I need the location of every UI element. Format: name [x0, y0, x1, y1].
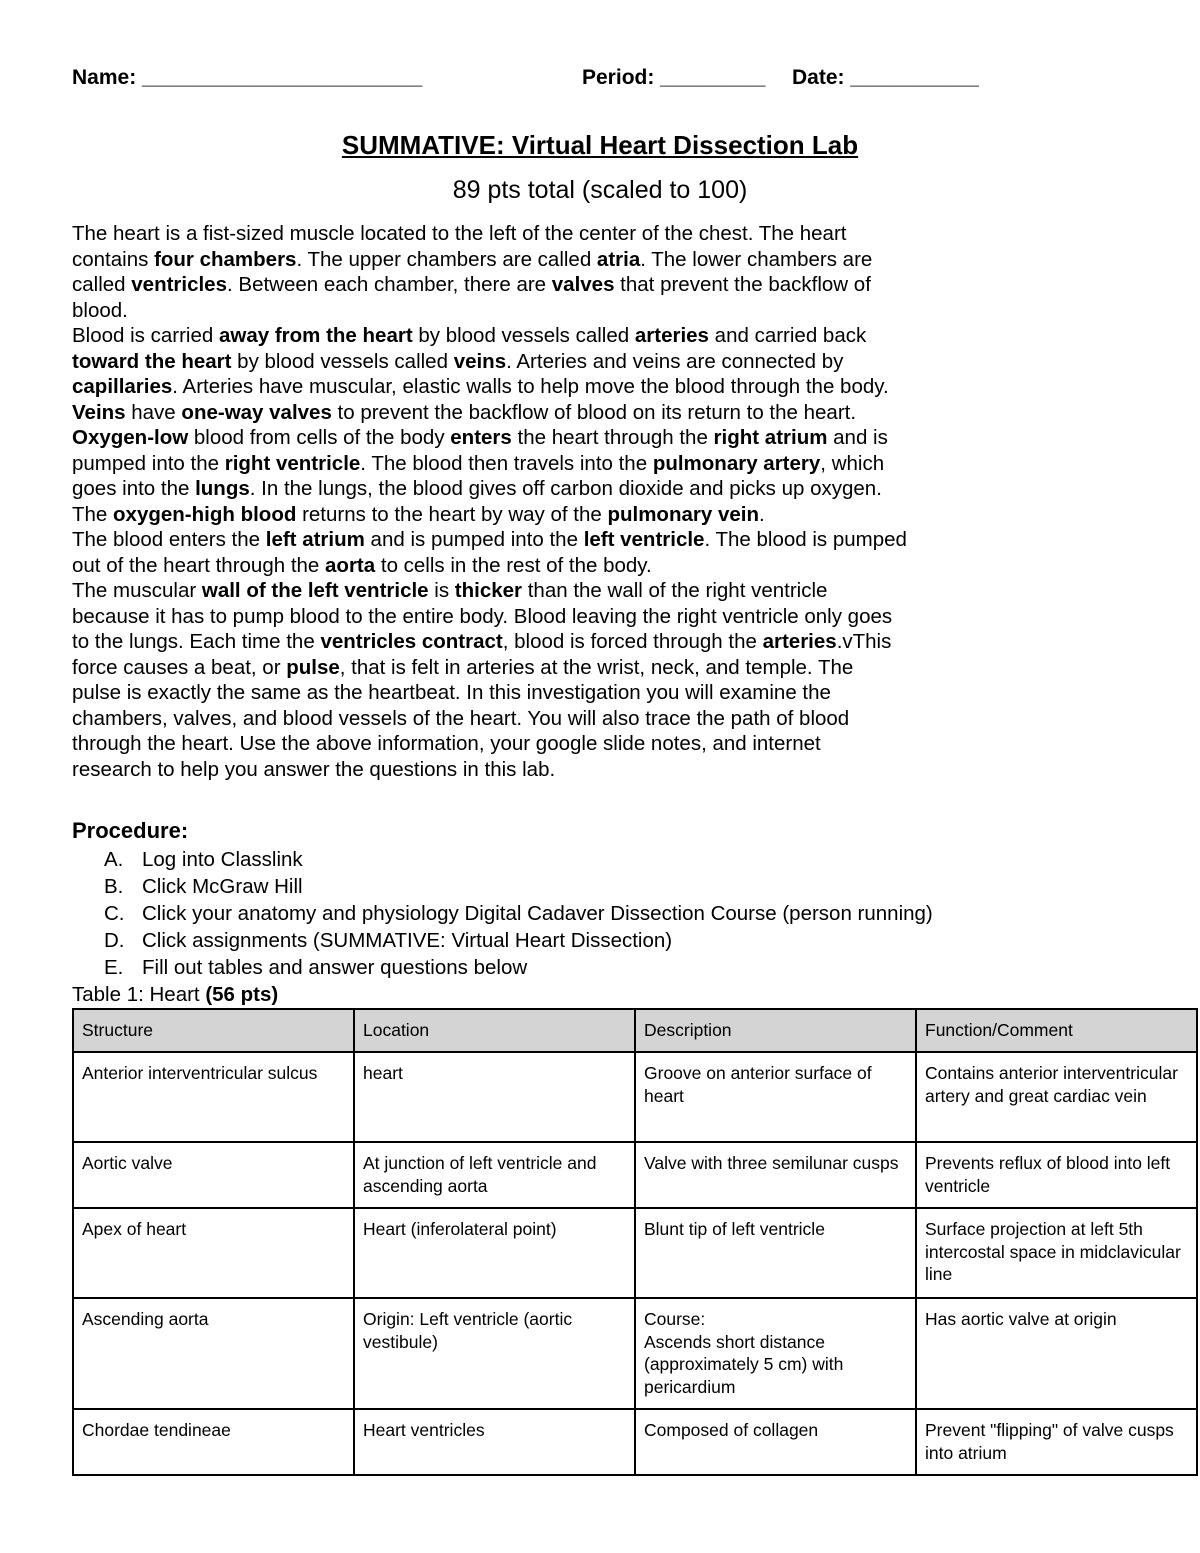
- bold-term: away from the heart: [218, 324, 413, 347]
- procedure-step: [104, 846, 933, 873]
- header-function: Function/Comment: [916, 1009, 1197, 1052]
- bold-term: veins: [453, 349, 507, 373]
- bold-term: pulmonary artery: [652, 451, 821, 475]
- bold-term: enters: [450, 426, 512, 449]
- bold-term: ventricles: [131, 273, 227, 296]
- intro-line: blood.: [72, 298, 128, 322]
- name-field-label: Name: ________________________: [72, 66, 423, 89]
- cell-structure: Chordae tendineae: [73, 1409, 354, 1475]
- period-field-label: Period: _________: [582, 66, 766, 89]
- header-location: Location: [354, 1009, 635, 1052]
- intro-line: Blood is carried away from the heart by blood vessels called arteries and carried back: [72, 324, 867, 347]
- intro-line: pumped into the right ventricle. The blood then travels into the pulmonary artery, which: [72, 451, 885, 475]
- step-letter: E.: [104, 956, 124, 979]
- step-letter: B.: [104, 875, 124, 898]
- intro-line: force causes a beat, or pulse, that is felt in arteries at the wrist, neck, and temple. The: [72, 655, 854, 679]
- bold-term: ventricles contract: [320, 630, 503, 653]
- intro-line: goes into the lungs. In the lungs, the blood gives off carbon dioxide and picks up oxygen.: [72, 477, 882, 500]
- bold-term: left ventricle: [583, 528, 705, 551]
- intro-line: through the heart. Use the above information, your google slide notes, and internet: [72, 732, 821, 755]
- intro-line: research to help you answer the questions in this lab.: [72, 757, 556, 781]
- cell-description: Blunt tip of left ventricle: [635, 1208, 916, 1298]
- bold-term: oxygen-high blood: [113, 502, 297, 526]
- heart-table: [72, 1008, 1198, 1476]
- bold-term: capillaries: [72, 375, 173, 398]
- bold-term: valves: [551, 273, 615, 296]
- intro-line: The muscular wall of the left ventricle is thicker than the wall of the right ventricle: [72, 579, 828, 602]
- intro-line: contains four chambers. The upper chambers are called atria. The lower chambers are: [72, 247, 873, 271]
- intro-line: because it has to pump blood to the entire body. Blood leaving the right ventricle only goes: [72, 604, 893, 628]
- step-text: Click assignments (SUMMATIVE: Virtual Heart Dissection): [142, 929, 673, 952]
- table-row: [73, 1208, 1197, 1298]
- bold-term: arteries: [762, 630, 837, 653]
- intro-line: out of the heart through the aorta to cells in the rest of the body.: [72, 553, 652, 577]
- cell-location: heart: [354, 1052, 635, 1142]
- cell-description: Course: Ascends short distance (approximately 5 cm) with pericardium: [635, 1298, 916, 1409]
- cell-location: At junction of left ventricle and ascending aorta: [354, 1142, 635, 1208]
- intro-line: chambers, valves, and blood vessels of the heart. You will also trace the path of blood: [72, 706, 850, 730]
- intro-line: The blood enters the left atrium and is pumped into the left ventricle. The blood is pumped: [72, 528, 907, 551]
- intro-line: to the lungs. Each time the ventricles contract, blood is forced through the arteries.vThis: [72, 630, 892, 653]
- bold-term: Veins: [72, 400, 126, 424]
- cell-structure: Ascending aorta: [73, 1298, 354, 1409]
- bold-term: pulse: [286, 655, 340, 679]
- intro-line: Veins have one-way valves to prevent the backflow of blood on its return to the heart.: [72, 400, 857, 424]
- points-total: 89 pts total (scaled to 100): [452, 176, 748, 204]
- bold-term: one-way valves: [181, 400, 332, 424]
- table-caption: [72, 983, 278, 1007]
- intro-line: The heart is a fist-sized muscle located to the left of the center of the chest. The heart: [72, 222, 847, 245]
- cell-function: Has aortic valve at origin: [916, 1298, 1197, 1409]
- bold-term: right ventricle: [224, 451, 361, 475]
- bold-term: pulmonary vein: [607, 502, 759, 526]
- cell-location: Heart (inferolateral point): [354, 1208, 635, 1298]
- procedure-steps: [104, 846, 933, 981]
- cell-description: Composed of collagen: [635, 1409, 916, 1475]
- cell-description: Groove on anterior surface of heart: [635, 1052, 916, 1142]
- cell-function: Prevents reflux of blood into left ventricle: [916, 1142, 1197, 1208]
- procedure-heading: Procedure:: [72, 818, 189, 843]
- cell-structure: Anterior interventricular sulcus: [73, 1052, 354, 1142]
- table-header-row: [73, 1009, 1197, 1052]
- bold-term: thicker: [454, 579, 523, 602]
- bold-term: atria: [596, 247, 641, 271]
- bold-term: wall of the left ventricle: [201, 579, 429, 602]
- intro-paragraph: [72, 221, 1072, 782]
- cell-structure: Apex of heart: [73, 1208, 354, 1298]
- cell-function: Contains anterior interventricular artery and great cardiac vein: [916, 1052, 1197, 1142]
- cell-description: Valve with three semilunar cusps: [635, 1142, 916, 1208]
- cell-function: Prevent "flipping" of valve cusps into atrium: [916, 1409, 1197, 1475]
- header-description: Description: [635, 1009, 916, 1052]
- bold-term: arteries: [634, 324, 709, 347]
- bold-term: aorta: [325, 553, 376, 577]
- bold-term: Oxygen-low: [72, 426, 189, 449]
- step-text: Fill out tables and answer questions below: [142, 956, 528, 979]
- step-letter: D.: [104, 929, 125, 952]
- bold-term: four chambers: [154, 247, 297, 271]
- bold-term: lungs: [195, 477, 250, 500]
- page-title: SUMMATIVE: Virtual Heart Dissection Lab: [341, 130, 859, 160]
- table-row: [73, 1142, 1197, 1208]
- step-letter: C.: [104, 902, 125, 925]
- student-info-header: [72, 66, 1032, 94]
- bold-term: left atrium: [265, 528, 365, 551]
- date-field-label: Date: ___________: [792, 66, 979, 89]
- bold-term: toward the heart: [72, 349, 232, 373]
- intro-line: The oxygen-high blood returns to the heart by way of the pulmonary vein.: [72, 502, 765, 526]
- table-row: [73, 1052, 1197, 1142]
- table-row: [73, 1298, 1197, 1409]
- procedure-step: [104, 900, 933, 927]
- header-structure: Structure: [73, 1009, 354, 1052]
- procedure-step: [104, 927, 933, 954]
- intro-line: capillaries. Arteries have muscular, elastic walls to help move the blood through the body.: [72, 375, 889, 398]
- step-text: Log into Classlink: [142, 848, 303, 871]
- intro-line: pulse is exactly the same as the heartbeat. In this investigation you will examine the: [72, 681, 831, 704]
- step-letter: A.: [104, 848, 124, 871]
- cell-structure: Aortic valve: [73, 1142, 354, 1208]
- table-caption-text: Table 1: Heart: [72, 983, 200, 1006]
- intro-line: toward the heart by blood vessels called veins. Arteries and veins are connected by: [72, 349, 844, 373]
- intro-line: called ventricles. Between each chamber, there are valves that prevent the backflow of: [72, 273, 871, 296]
- bold-term: right atrium: [713, 426, 828, 449]
- step-text: Click your anatomy and physiology Digital Cadaver Dissection Course (person running): [142, 902, 933, 925]
- step-text: Click McGraw Hill: [142, 875, 303, 898]
- table-points: (56 pts): [205, 983, 279, 1006]
- table-row: [73, 1409, 1197, 1475]
- cell-function: Surface projection at left 5th intercostal space in midclavicular line: [916, 1208, 1197, 1298]
- procedure-step: [104, 954, 933, 981]
- intro-line: Oxygen-low blood from cells of the body enters the heart through the right atrium and is: [72, 426, 888, 449]
- cell-location: Origin: Left ventricle (aortic vestibule): [354, 1298, 635, 1409]
- cell-location: Heart ventricles: [354, 1409, 635, 1475]
- procedure-step: [104, 873, 933, 900]
